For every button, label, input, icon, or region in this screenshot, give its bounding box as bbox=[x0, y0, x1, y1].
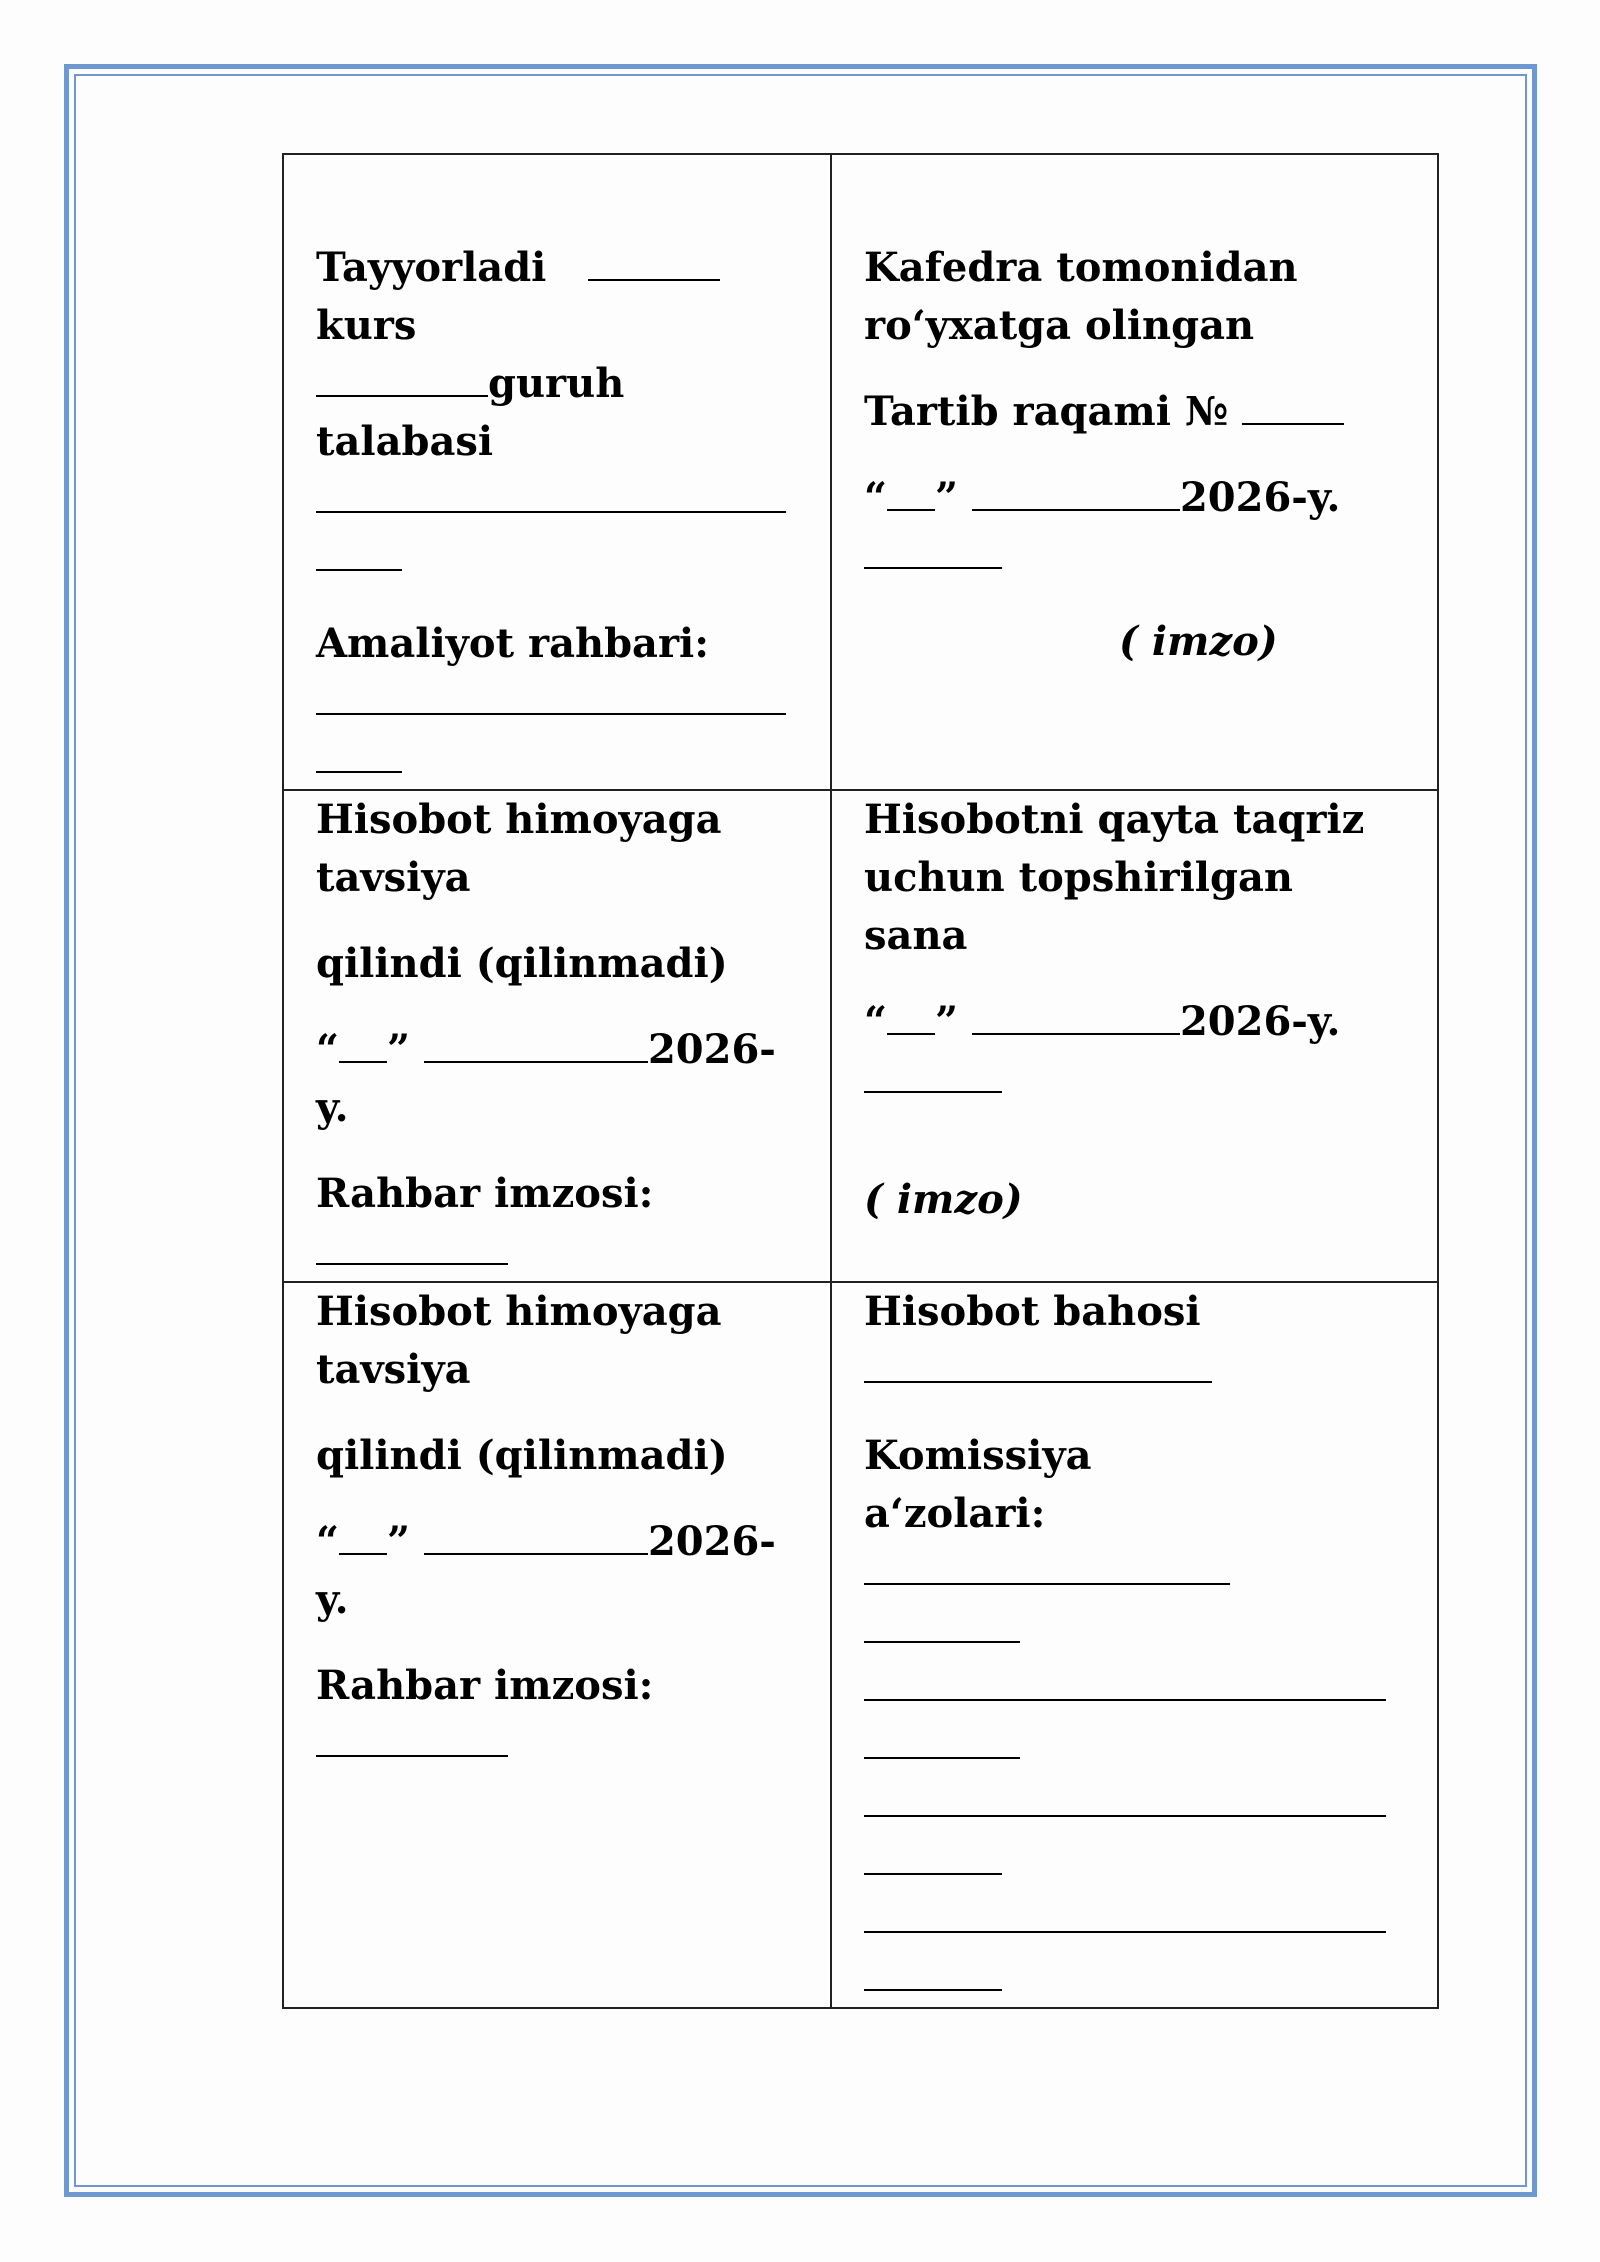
report-form-table bbox=[282, 153, 1439, 2009]
commission-member-blank[interactable] bbox=[864, 1781, 1386, 1817]
quote-close: ” bbox=[935, 998, 959, 1045]
report-grade-label: Hisobot bahosi bbox=[864, 1288, 1201, 1335]
commission-member-blank-continued[interactable] bbox=[864, 1839, 1002, 1875]
supervisor-signature-blank[interactable] bbox=[316, 1721, 508, 1757]
year-label: 2026-y. bbox=[1179, 998, 1341, 1045]
table-row bbox=[283, 790, 1438, 1282]
day-blank[interactable] bbox=[339, 1519, 387, 1555]
recommendation-label-line1: Hisobot himoyaga bbox=[316, 796, 722, 843]
supervisor-label: Amaliyot rahbari: bbox=[316, 620, 709, 667]
commission-member-blank[interactable] bbox=[864, 1549, 1230, 1585]
quote-open: “ bbox=[864, 998, 888, 1045]
department-label: Kafedra tomonidan bbox=[864, 244, 1298, 291]
month-blank[interactable] bbox=[972, 475, 1180, 511]
report-grade-blank[interactable] bbox=[864, 1347, 1212, 1383]
quote-open: “ bbox=[316, 1026, 340, 1073]
supervisor-name-blank-continued[interactable] bbox=[316, 737, 402, 773]
recommendation-label-line2: tavsiya bbox=[316, 1346, 471, 1393]
signature-blank[interactable] bbox=[864, 533, 1002, 569]
quote-close: ” bbox=[935, 474, 959, 521]
signature-caption: ( imzo) bbox=[864, 1176, 1023, 1223]
resubmission-label-line1: Hisobotni qayta taqriz bbox=[864, 796, 1365, 843]
supervisor-signature-blank[interactable] bbox=[316, 1229, 508, 1265]
day-blank[interactable] bbox=[887, 999, 935, 1035]
course-blank[interactable] bbox=[588, 245, 720, 281]
recommendation-status: qilindi (qilinmadi) bbox=[316, 940, 728, 987]
cell-department-registration bbox=[831, 154, 1438, 790]
signature-caption: ( imzo) bbox=[1119, 618, 1278, 665]
prepared-by-label: Tayyorladi bbox=[316, 244, 547, 291]
day-blank[interactable] bbox=[339, 1027, 387, 1063]
student-name-blank[interactable] bbox=[316, 477, 786, 513]
table-row bbox=[283, 1282, 1438, 2008]
commission-members-label: a‘zolari: bbox=[864, 1490, 1046, 1537]
registered-label: ro‘yxatga olingan bbox=[864, 302, 1255, 349]
cell-resubmission-date bbox=[831, 790, 1438, 1282]
signature-blank[interactable] bbox=[864, 1057, 1002, 1093]
supervisor-signature-label: Rahbar imzosi: bbox=[316, 1170, 654, 1217]
recommendation-label-line1: Hisobot himoyaga bbox=[316, 1288, 722, 1335]
day-blank[interactable] bbox=[887, 475, 935, 511]
course-label: kurs bbox=[316, 302, 417, 349]
commission-member-blank-continued[interactable] bbox=[864, 1607, 1020, 1643]
group-blank[interactable] bbox=[316, 361, 488, 397]
month-blank[interactable] bbox=[424, 1027, 648, 1063]
recommendation-status: qilindi (qilinmadi) bbox=[316, 1432, 728, 1479]
commission-member-blank-continued[interactable] bbox=[864, 1723, 1020, 1759]
group-student-label: guruh talabasi bbox=[316, 360, 625, 465]
commission-label: Komissiya bbox=[864, 1432, 1092, 1479]
supervisor-name-blank[interactable] bbox=[316, 679, 786, 715]
cell-defense-recommendation bbox=[283, 790, 831, 1282]
student-name-blank-continued[interactable] bbox=[316, 535, 402, 571]
quote-open: “ bbox=[864, 474, 888, 521]
month-blank[interactable] bbox=[424, 1519, 648, 1555]
cell-prepared-by bbox=[283, 154, 831, 790]
commission-member-blank-continued[interactable] bbox=[864, 1955, 1002, 1991]
serial-number-label: Tartib raqami № bbox=[864, 388, 1229, 435]
year-label: 2026-y. bbox=[316, 1518, 776, 1623]
supervisor-signature-label: Rahbar imzosi: bbox=[316, 1662, 654, 1709]
cell-report-grade bbox=[831, 1282, 1438, 2008]
recommendation-label-line2: tavsiya bbox=[316, 854, 471, 901]
month-blank[interactable] bbox=[972, 999, 1180, 1035]
quote-close: ” bbox=[387, 1518, 411, 1565]
commission-member-blank[interactable] bbox=[864, 1665, 1386, 1701]
serial-number-blank[interactable] bbox=[1242, 389, 1344, 425]
cell-defense-recommendation-2 bbox=[283, 1282, 831, 2008]
year-label: 2026-y. bbox=[316, 1026, 776, 1131]
resubmission-label-line2: uchun topshirilgan sana bbox=[864, 854, 1293, 959]
table-row bbox=[283, 154, 1438, 790]
year-label: 2026-y. bbox=[1179, 474, 1341, 521]
commission-member-blank[interactable] bbox=[864, 1897, 1386, 1933]
quote-close: ” bbox=[387, 1026, 411, 1073]
quote-open: “ bbox=[316, 1518, 340, 1565]
